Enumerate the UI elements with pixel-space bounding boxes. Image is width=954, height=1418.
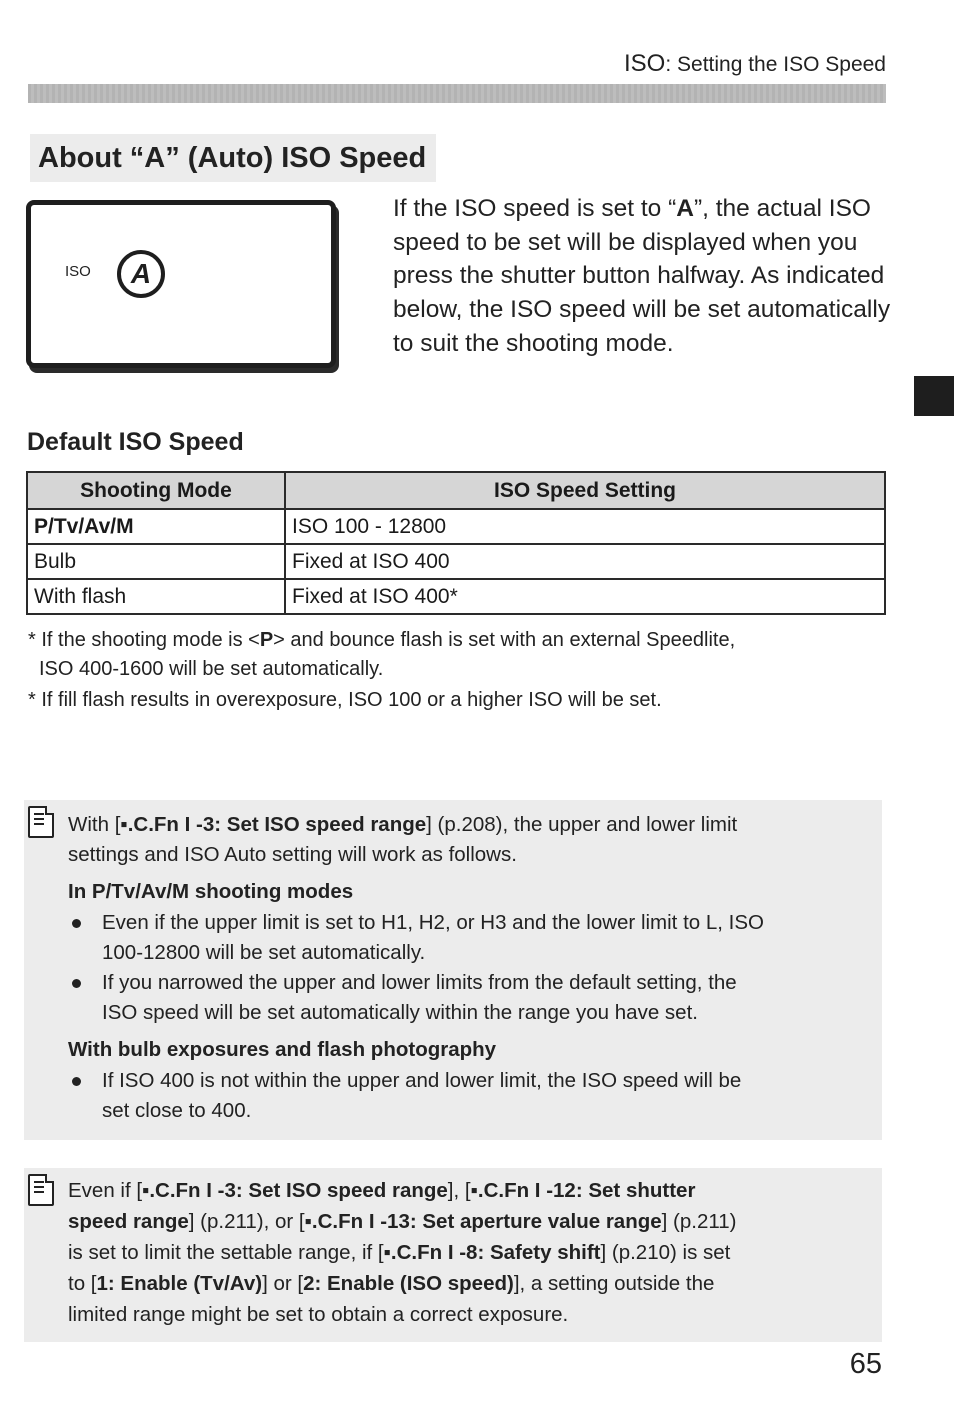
custom-function-icon: ▪ [304,1210,312,1233]
note1-bullet3-line2: set close to 400. [102,1099,252,1122]
footnote-1-text-a: * If the shooting mode is < [28,629,260,651]
note1-bullet2-line2: ISO speed will be set automatically within the range you have set. [102,1001,698,1024]
note2-line5: limited range might be set to obtain a correct exposure. [68,1303,569,1326]
note2-text: ] (p.211), or [ [188,1210,305,1233]
note2-cfn-ref: .C.Fn I -13: Set aperture value range [311,1210,662,1233]
footnote-1-text-b: > and bounce flash is set with an external Speedlite, [273,629,736,651]
note2-cfn-ref: .C.Fn I -8: Safety shift [390,1241,601,1264]
custom-function-icon: ▪ [120,813,128,836]
note-box-iso-range [24,800,882,1140]
table-cell-mode: P/Tv/Av/M [27,509,285,544]
auto-iso-icon: A [117,250,165,298]
note2-option-ref: 2: Enable (ISO speed) [303,1272,514,1295]
note2-option-ref: 1: Enable (Tv/Av) [96,1272,263,1295]
footnote-1-continued: ISO 400-1600 will be set automatically. [39,658,384,680]
table-cell-mode: With flash [27,579,285,614]
note1-text: ] (p.208), the upper and lower limit [426,813,738,836]
column-header-mode: Shooting Mode [27,472,285,509]
default-iso-table [26,471,886,615]
section-title: About “A” (Auto) ISO Speed [30,134,436,182]
lcd-iso-label: ISO [65,263,91,280]
running-header [624,50,886,78]
note2-text: is set to limit the settable range, if [ [68,1241,384,1264]
intro-auto-letter: A [676,195,694,222]
header-title: : Setting the ISO Speed [665,53,886,76]
note1-subheading-modes: In P/Tv/Av/M shooting modes [68,880,354,903]
note2-text: ] or [ [262,1272,304,1295]
page-number: 65 [849,1348,882,1380]
table-cell-mode: Bulb [27,544,285,579]
header-iso: ISO [624,50,666,77]
intro-text-1: If the ISO speed is set to “ [393,195,677,222]
chapter-tab [914,376,954,416]
table-cell-setting: Fixed at ISO 400* [285,579,885,614]
lcd-panel-illustration [26,200,336,368]
header-rule [28,84,886,103]
memo-icon [28,1174,54,1206]
note2-text: Even if [ [68,1179,143,1202]
note2-line3 [68,1238,730,1269]
note2-cfn-ref: speed range [68,1210,189,1233]
custom-function-icon: ▪ [470,1179,478,1202]
note2-text: to [ [68,1272,97,1295]
note1-line1 [68,810,737,841]
column-header-setting: ISO Speed Setting [285,472,885,509]
bullet-dot [72,919,81,928]
default-iso-heading: Default ISO Speed [27,428,244,456]
note1-line2: settings and ISO Auto setting will work as follows. [68,843,517,866]
table-cell-setting: ISO 100 - 12800 [285,509,885,544]
note1-bullet1-line1: Even if the upper limit is set to H1, H2, or H3 and the lower limit to L, ISO [102,911,764,934]
footnote-1 [28,626,735,655]
custom-function-icon: ▪ [142,1179,150,1202]
intro-paragraph [393,192,893,361]
note2-cfn-ref: .C.Fn I -12: Set shutter [477,1179,696,1202]
note1-bullet2-line1: If you narrowed the upper and lower limits from the default setting, the [102,971,737,994]
table-row [27,509,885,544]
note2-text: ], [ [447,1179,471,1202]
note1-subheading-bulb: With bulb exposures and flash photography [68,1038,497,1061]
note2-text: ], a setting outside the [513,1272,715,1295]
memo-icon [28,806,54,838]
note1-text: With [ [68,813,121,836]
note1-bullet3-line1: If ISO 400 is not within the upper and lower limit, the ISO speed will be [102,1069,742,1092]
table-row [27,579,885,614]
table-cell-setting: Fixed at ISO 400 [285,544,885,579]
note1-bullet1-line2: 100-12800 will be set automatically. [102,941,426,964]
note2-line1 [68,1176,695,1207]
table-header-row [27,472,885,509]
footnote-1-mode: P [259,629,274,651]
intro-text-2: ”, the actual ISO speed to be set will be displayed when you press the shutter button halfway. As indicated below, the ISO speed will be set automatically to suit the shooting mode. [393,195,891,357]
bullet-dot [72,979,81,988]
note2-line4 [68,1269,714,1300]
note2-text: ] (p.210) is set [600,1241,731,1264]
note1-cfn-ref: .C.Fn I -3: Set ISO speed range [127,813,427,836]
note2-text: ] (p.211) [661,1210,737,1233]
custom-function-icon: ▪ [383,1241,391,1264]
note2-cfn-ref: .C.Fn I -3: Set ISO speed range [149,1179,448,1202]
table-row [27,544,885,579]
note-box-settable-range [24,1168,882,1342]
footnote-2: * If fill flash results in overexposure, ISO 100 or a higher ISO will be set. [28,689,662,711]
bullet-dot [72,1077,81,1086]
note2-line2 [68,1207,736,1238]
